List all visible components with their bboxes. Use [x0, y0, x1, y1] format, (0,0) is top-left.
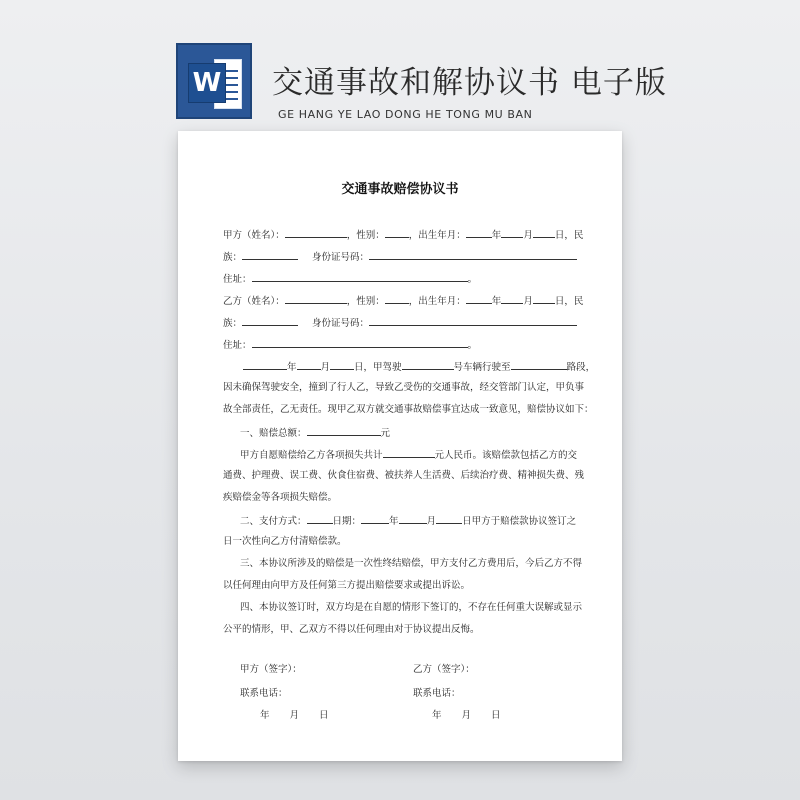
page-title: 交通事故和解协议书 电子版 — [272, 65, 667, 101]
intro-line-3: 故全部责任，乙无责任。现甲乙双方就交通事故赔偿事宜达成一致意见，赔偿协议如下： — [223, 404, 594, 415]
party-b-line-3: 住址： 。 — [223, 340, 478, 351]
clause-4-line-1: 四、本协议签订时，双方均是在自愿的情形下签订的，不存在任何重大误解或显示 — [240, 602, 583, 613]
intro-line-2: 因未确保驾驶安全，撞到了行人乙，导致乙受伤的交通事故，经交管部门认定，甲负事 — [223, 382, 585, 393]
clause-2-line-1: 二、支付方式： 日期： 年 月 日甲方于赔偿款协议签订之 — [240, 516, 577, 527]
word-icon — [176, 43, 252, 119]
clause-1-heading: 一、赔偿总额： 元 — [240, 428, 391, 439]
party-b-phone: 联系电话： — [413, 688, 461, 699]
intro-line-1: 年 月 日，甲驾驶 号车辆行驶至 路段， — [223, 360, 595, 374]
party-a-line-1: 甲方（姓名）： ，性别： ，出生年月： 年 月 日，民 — [223, 230, 584, 241]
party-b-signature: 乙方（签字）： — [413, 664, 475, 675]
clause-3-line-2: 以任何理由向甲方及任何第三方提出赔偿要求或提出诉讼。 — [223, 580, 471, 591]
document-page — [178, 131, 622, 761]
clause-3-line-1: 三、本协议所涉及的赔偿是一次性终结赔偿，甲方支付乙方费用后，今后乙方不得 — [240, 558, 583, 569]
clause-1-line-2: 通费、护理费、误工费、伙食住宿费、被扶养人生活费、后续治疗费、精神损失费、残 — [223, 470, 585, 481]
document-title: 交通事故赔偿协议书 — [341, 182, 459, 197]
clause-2-line-2: 日一次性向乙方付清赔偿款。 — [223, 536, 347, 547]
clause-1-line-3: 疾赔偿金等各项损失赔偿。 — [223, 492, 338, 503]
page-subtitle: GE HANG YE LAO DONG HE TONG MU BAN — [278, 108, 533, 121]
party-b-line-2: 族： 身份证号码： — [223, 316, 577, 330]
party-a-date: 年 月 日 — [260, 710, 329, 721]
party-b-line-1: 乙方（姓名）： ，性别： ，出生年月： 年 月 日，民 — [223, 296, 584, 307]
clause-1-line-1: 甲方自愿赔偿给乙方各项损失共计 元人民币。该赔偿款包括乙方的交 — [240, 450, 578, 461]
logo-letter: W — [188, 63, 226, 103]
party-a-signature: 甲方（签字）： — [240, 664, 302, 675]
clause-4-line-2: 公平的情形，甲、乙双方不得以任何理由对于协议提出反悔。 — [223, 624, 480, 635]
party-a-line-3: 住址： 。 — [223, 274, 478, 285]
party-b-date: 年 月 日 — [432, 710, 501, 721]
party-a-phone: 联系电话： — [240, 688, 288, 699]
party-a-line-2: 族： 身份证号码： — [223, 250, 577, 264]
